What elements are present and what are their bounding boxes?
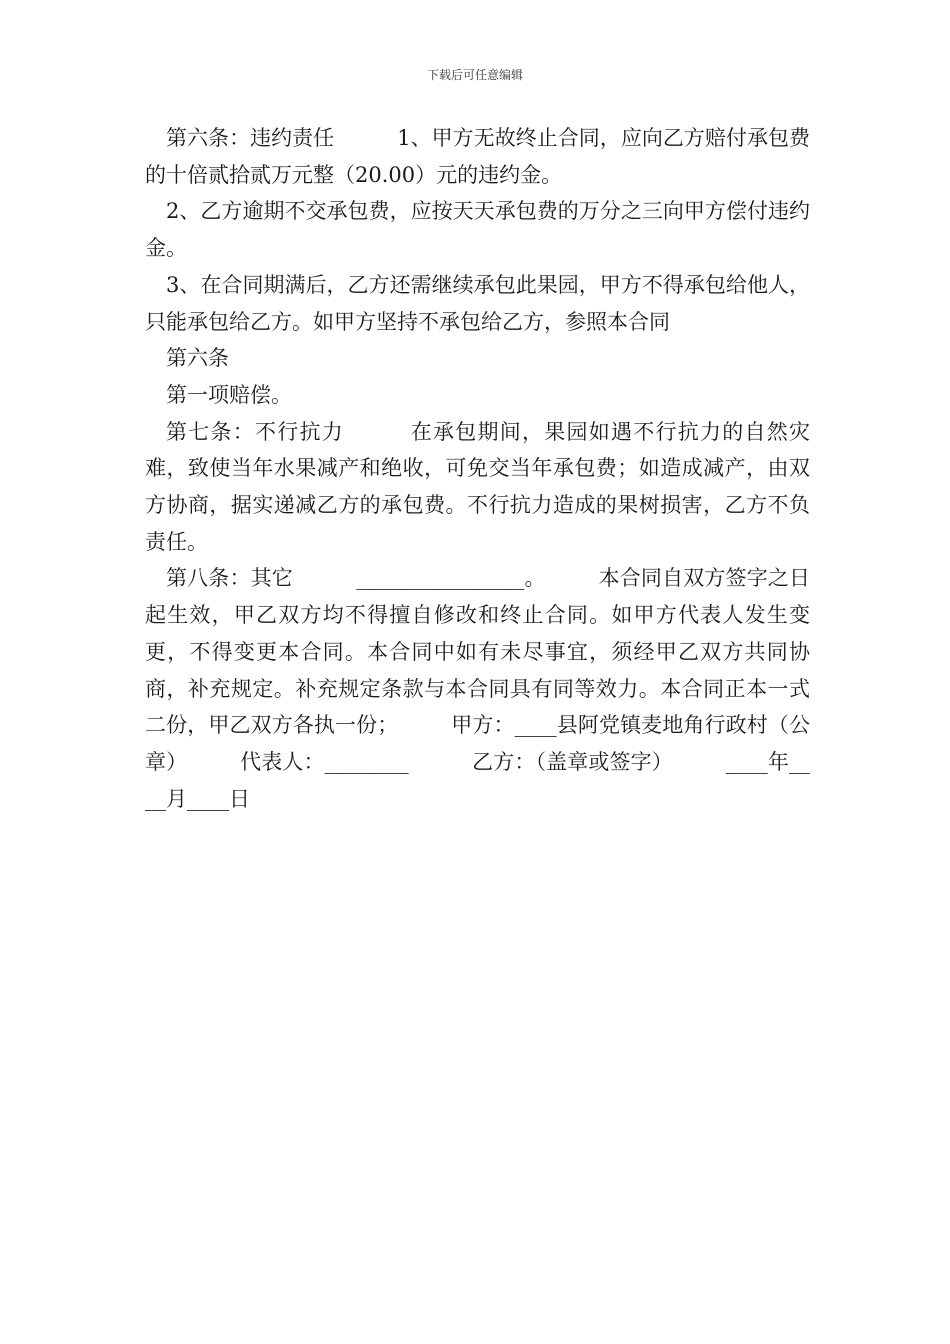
- article-six-paragraph: 第六条：违约责任 1、甲方无故终止合同，应向乙方赔付承包费的十倍贰拾贰万元整（20.00）元的违约金。: [145, 126, 810, 187]
- article-six-item-3: 3、在合同期满后，乙方还需继续承包此果园，甲方不得承包给他人，只能承包给乙方。如甲方坚持不承包给乙方，参照本合同: [145, 272, 810, 334]
- article-seven-paragraph: 第七条：不行抗力 在承包期间，果园如遇不行抗力的自然灾难，致使当年水果减产和绝收，可免交当年承包费；如造成减产，由双方协商，据实递减乙方的承包费。不行抗力造成的果树损害，乙方不负责任。: [145, 419, 810, 554]
- article-six-compensation: 第一项赔偿。: [166, 382, 292, 407]
- contract-body: [145, 120, 810, 817]
- article-six-reference: 第六条: [166, 346, 229, 371]
- page-header-note: 下载后可任意编辑: [426, 68, 523, 82]
- article-eight-paragraph: 第八条：其它 ________________。 本合同自双方签字之日起生效，甲乙双方均不得擅自修改和终止合同。如甲方代表人发生变更，不得变更本合同。本合同中如有未尽事宜，须经甲乙双方共同协商，补充规定。补充规定条款与本合同具有同等效力。本合同正本一式二份，甲乙双方各执一份； 甲方：____县阿党镇麦地角行政村（公章） 代表人：________ 乙方：（盖章或签字） ____年____月____日: [145, 566, 810, 811]
- article-six-item-2: 2、乙方逾期不交承包费，应按天天承包费的万分之三向甲方偿付违约金。: [145, 199, 810, 261]
